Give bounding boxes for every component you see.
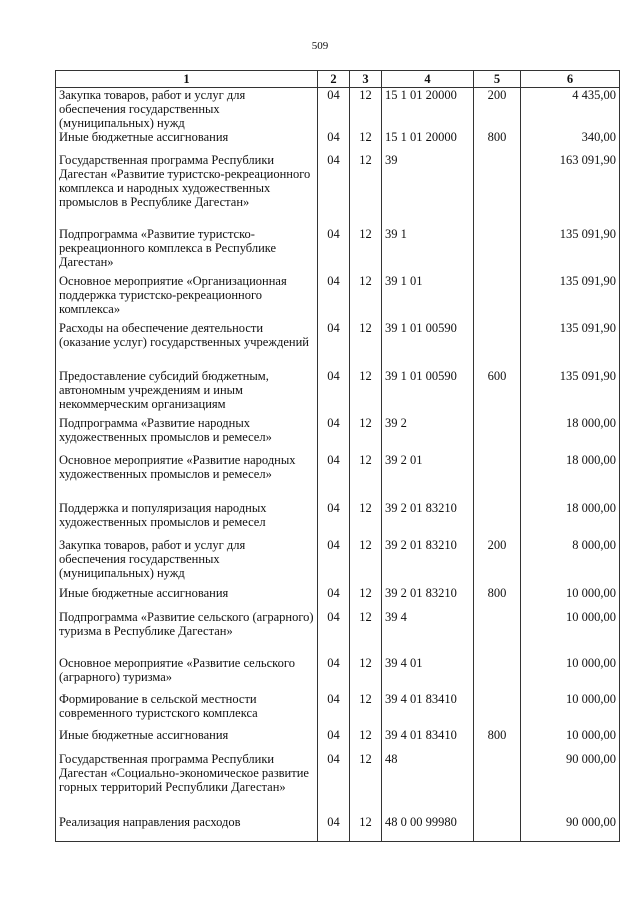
subsection-code-cell: 12 [350, 227, 382, 274]
table-row [56, 369, 620, 416]
target-article-cell: 39 [382, 153, 474, 227]
target-article-cell: 48 [382, 752, 474, 815]
section-code-cell: 04 [318, 130, 350, 153]
expense-type-cell [474, 453, 521, 501]
row-name-cell: Предоставление субсидий бюджетным, автономным учреждениям и иным некоммерческим организациям [56, 369, 318, 416]
row-name-cell: Государственная программа Республики Дагестан «Социально-экономическое развитие горных территорий Республики Дагестан» [56, 752, 318, 815]
table-row [56, 153, 620, 227]
subsection-code-cell: 12 [350, 369, 382, 416]
row-name-cell: Иные бюджетные ассигнования [56, 130, 318, 153]
table-row [56, 416, 620, 453]
target-article-cell: 39 4 01 83410 [382, 728, 474, 752]
subsection-code-cell: 12 [350, 153, 382, 227]
target-article-cell: 39 2 01 83210 [382, 586, 474, 610]
amount-cell: 10 000,00 [521, 610, 620, 656]
table-row [56, 130, 620, 153]
row-name-cell: Основное мероприятие «Развитие сельского (аграрного) туризма» [56, 656, 318, 692]
amount-cell: 135 091,90 [521, 369, 620, 416]
row-name-cell: Основное мероприятие «Организационная поддержка туристско-рекреационного комплекса» [56, 274, 318, 321]
section-code-cell: 04 [318, 538, 350, 586]
expense-type-cell [474, 416, 521, 453]
subsection-code-cell: 12 [350, 656, 382, 692]
expense-type-cell: 600 [474, 369, 521, 416]
section-code-cell: 04 [318, 274, 350, 321]
table-row [56, 501, 620, 538]
amount-cell: 10 000,00 [521, 728, 620, 752]
row-name-cell: Подпрограмма «Развитие туристско-рекреационного комплекса в Республике Дагестан» [56, 227, 318, 274]
table-row [56, 815, 620, 841]
column-header-5: 5 [474, 71, 521, 88]
expense-type-cell [474, 274, 521, 321]
section-code-cell: 04 [318, 453, 350, 501]
amount-cell: 4 435,00 [521, 88, 620, 131]
amount-cell: 18 000,00 [521, 501, 620, 538]
subsection-code-cell: 12 [350, 728, 382, 752]
amount-cell: 90 000,00 [521, 815, 620, 841]
subsection-code-cell: 12 [350, 692, 382, 728]
target-article-cell: 39 2 01 [382, 453, 474, 501]
row-name-cell: Реализация направления расходов [56, 815, 318, 841]
section-code-cell: 04 [318, 153, 350, 227]
target-article-cell: 15 1 01 20000 [382, 88, 474, 131]
table-body [56, 88, 620, 842]
section-code-cell: 04 [318, 752, 350, 815]
amount-cell: 10 000,00 [521, 586, 620, 610]
section-code-cell: 04 [318, 321, 350, 369]
amount-cell: 163 091,90 [521, 153, 620, 227]
expense-type-cell [474, 610, 521, 656]
target-article-cell: 39 4 01 83410 [382, 692, 474, 728]
row-name-cell: Государственная программа Республики Дагестан «Развитие туристско-рекреационного комплекса и народных художественных промыслов в Республике Дагестан» [56, 153, 318, 227]
target-article-cell: 39 1 01 00590 [382, 369, 474, 416]
row-name-cell: Основное мероприятие «Развитие народных художественных промыслов и ремесел» [56, 453, 318, 501]
table-row [56, 656, 620, 692]
expense-type-cell [474, 321, 521, 369]
table-row [56, 586, 620, 610]
expense-type-cell [474, 501, 521, 538]
expense-type-cell: 200 [474, 88, 521, 131]
target-article-cell: 39 1 [382, 227, 474, 274]
subsection-code-cell: 12 [350, 501, 382, 538]
amount-cell: 8 000,00 [521, 538, 620, 586]
expense-type-cell [474, 656, 521, 692]
row-name-cell: Расходы на обеспечение деятельности (оказание услуг) государственных учреждений [56, 321, 318, 369]
expense-type-cell: 200 [474, 538, 521, 586]
expense-type-cell [474, 153, 521, 227]
column-header-1: 1 [56, 71, 318, 88]
target-article-cell: 39 1 01 [382, 274, 474, 321]
subsection-code-cell: 12 [350, 88, 382, 131]
column-header-6: 6 [521, 71, 620, 88]
expense-type-cell: 800 [474, 586, 521, 610]
subsection-code-cell: 12 [350, 416, 382, 453]
amount-cell: 90 000,00 [521, 752, 620, 815]
target-article-cell: 15 1 01 20000 [382, 130, 474, 153]
table-row [56, 610, 620, 656]
section-code-cell: 04 [318, 610, 350, 656]
table-row [56, 453, 620, 501]
target-article-cell: 48 0 00 99980 [382, 815, 474, 841]
target-article-cell: 39 2 01 83210 [382, 538, 474, 586]
subsection-code-cell: 12 [350, 130, 382, 153]
table-row [56, 321, 620, 369]
subsection-code-cell: 12 [350, 610, 382, 656]
expense-type-cell [474, 752, 521, 815]
section-code-cell: 04 [318, 416, 350, 453]
section-code-cell: 04 [318, 656, 350, 692]
section-code-cell: 04 [318, 501, 350, 538]
subsection-code-cell: 12 [350, 815, 382, 841]
section-code-cell: 04 [318, 369, 350, 416]
column-header-3: 3 [350, 71, 382, 88]
amount-cell: 135 091,90 [521, 321, 620, 369]
expense-type-cell [474, 692, 521, 728]
table-row [56, 728, 620, 752]
section-code-cell: 04 [318, 815, 350, 841]
column-header-4: 4 [382, 71, 474, 88]
section-code-cell: 04 [318, 692, 350, 728]
page-number: 509 [311, 40, 329, 52]
row-name-cell: Подпрограмма «Развитие сельского (аграрного) туризма в Республике Дагестан» [56, 610, 318, 656]
budget-table [55, 70, 620, 842]
subsection-code-cell: 12 [350, 586, 382, 610]
amount-cell: 10 000,00 [521, 656, 620, 692]
target-article-cell: 39 4 01 [382, 656, 474, 692]
subsection-code-cell: 12 [350, 321, 382, 369]
row-name-cell: Подпрограмма «Развитие народных художественных промыслов и ремесел» [56, 416, 318, 453]
amount-cell: 135 091,90 [521, 274, 620, 321]
subsection-code-cell: 12 [350, 274, 382, 321]
amount-cell: 18 000,00 [521, 416, 620, 453]
table-header-row [56, 71, 620, 88]
row-name-cell: Иные бюджетные ассигнования [56, 728, 318, 752]
row-name-cell: Поддержка и популяризация народных художественных промыслов и ремесел [56, 501, 318, 538]
subsection-code-cell: 12 [350, 752, 382, 815]
subsection-code-cell: 12 [350, 538, 382, 586]
section-code-cell: 04 [318, 586, 350, 610]
table-row [56, 752, 620, 815]
expense-type-cell [474, 815, 521, 841]
amount-cell: 18 000,00 [521, 453, 620, 501]
section-code-cell: 04 [318, 88, 350, 131]
table-row [56, 538, 620, 586]
amount-cell: 340,00 [521, 130, 620, 153]
section-code-cell: 04 [318, 728, 350, 752]
column-header-2: 2 [318, 71, 350, 88]
target-article-cell: 39 2 01 83210 [382, 501, 474, 538]
expense-type-cell: 800 [474, 130, 521, 153]
row-name-cell: Закупка товаров, работ и услуг для обеспечения государственных (муниципальных) нужд [56, 538, 318, 586]
table-row [56, 227, 620, 274]
expense-type-cell [474, 227, 521, 274]
table-row [56, 88, 620, 131]
amount-cell: 135 091,90 [521, 227, 620, 274]
target-article-cell: 39 4 [382, 610, 474, 656]
amount-cell: 10 000,00 [521, 692, 620, 728]
row-name-cell: Формирование в сельской местности современного туристского комплекса [56, 692, 318, 728]
section-code-cell: 04 [318, 227, 350, 274]
expense-type-cell: 800 [474, 728, 521, 752]
table-row [56, 274, 620, 321]
table-row [56, 692, 620, 728]
row-name-cell: Закупка товаров, работ и услуг для обеспечения государственных (муниципальных) нужд [56, 88, 318, 131]
subsection-code-cell: 12 [350, 453, 382, 501]
target-article-cell: 39 2 [382, 416, 474, 453]
target-article-cell: 39 1 01 00590 [382, 321, 474, 369]
row-name-cell: Иные бюджетные ассигнования [56, 586, 318, 610]
